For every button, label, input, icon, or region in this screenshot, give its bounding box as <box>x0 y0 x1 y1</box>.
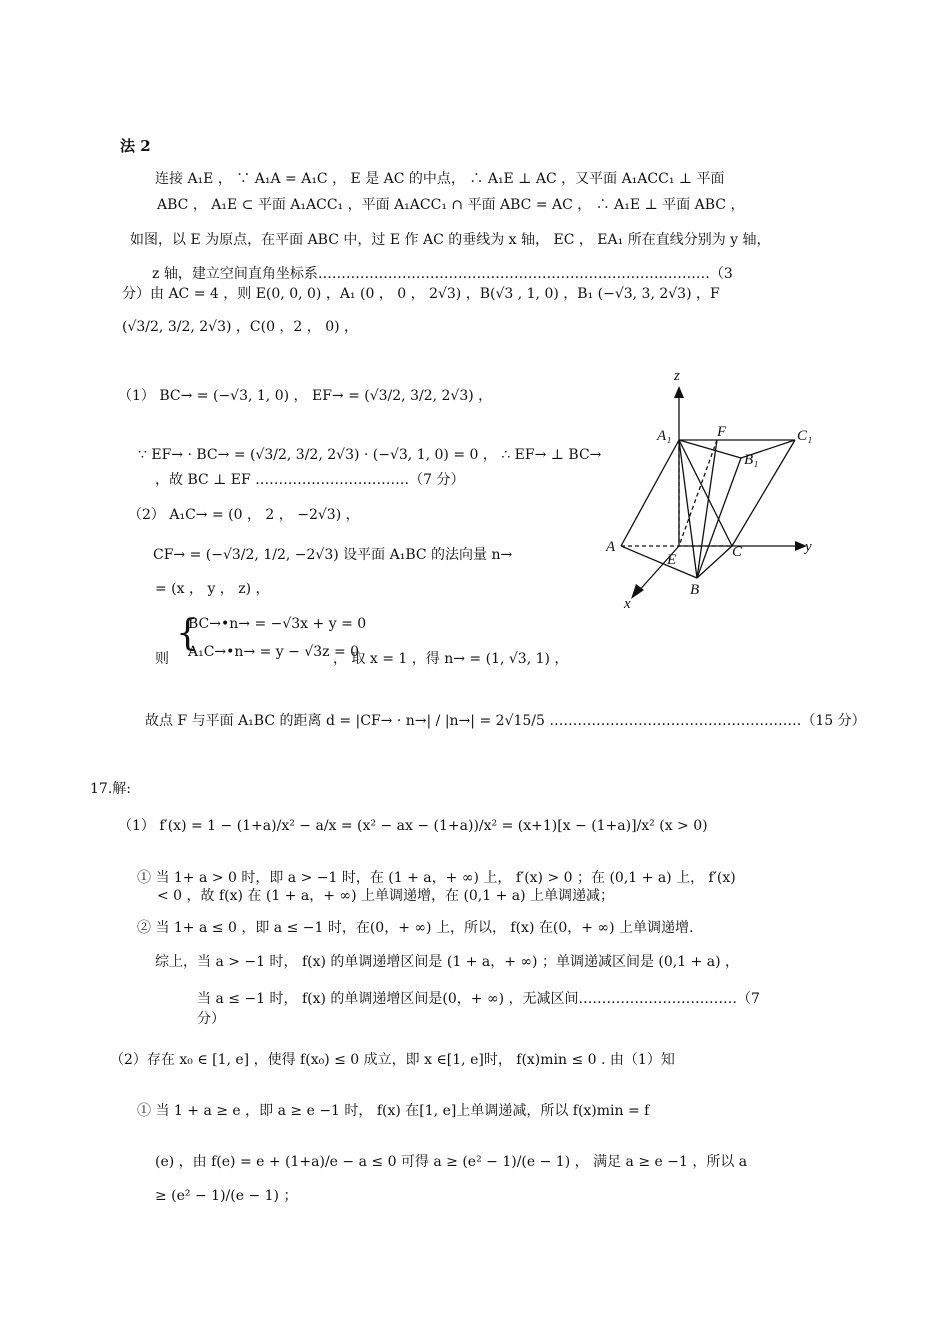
part2-then: 则 <box>155 651 169 667</box>
figure-label-b1: B₁ <box>744 452 759 468</box>
figure-label-f: F <box>717 424 727 440</box>
part1-vectors: （1） BC→ = (−√3, 1, 0) ， EF→ = (√3/2, 3/2, 2√3) ， <box>118 388 493 404</box>
summary-line-2: 当 a ≤ −1 时， f(x) 的单调递增区间是(0，+ ∞) ，无减区间.……………………………（7 <box>197 991 760 1007</box>
method2-line-5: 分）由 AC = 4 ，则 E(0, 0, 0) ，A₁ (0 ， 0 ， 2√3) ，B(√3 , 1, 0) ，B₁ (−√3, 3, 2√3) ，F <box>122 286 720 302</box>
summary-line-3: 分） <box>197 1011 225 1027</box>
part2-existence: （2）存在 x₀ ∈ [1, e] ，使得 f(x₀) ≤ 0 成立，即 x ∈[1, e]时， f(x)min ≤ 0 . 由（1）知 <box>110 1052 675 1068</box>
part2-case1-line-a: ① 当 1 + a ≥ e ，即 a ≥ e −1 时， f(x) 在[1, e]上单调递减，所以 f(x)min = f <box>137 1103 650 1119</box>
method2-line-6: (√3/2, 3/2, 2√3) ，C(0 ，2 ， 0) ， <box>122 319 359 335</box>
figure-label-b: B <box>690 582 700 598</box>
part2-case1-line-b: (e) ，由 f(e) = e + (1+a)/e − a ≤ 0 可得 a ≥ (e² − 1)/(e − 1) ， 满足 a ≥ e −1 ，所以 a <box>155 1154 748 1170</box>
figure-label-a1: A₁ <box>657 428 672 444</box>
method2-line-2: ABC ， A₁E ⊂ 平面 A₁ACC₁ ，平面 A₁ACC₁ ∩ 平面 ABC = AC ， ∴ A₁E ⊥ 平面 ABC ， <box>157 197 745 213</box>
method2-heading: 法 2 <box>120 137 151 155</box>
part2-case1-line-c: ≥ (e² − 1)/(e − 1) ； <box>155 1188 298 1204</box>
part2-normal: = (x ， y ， z) ， <box>155 581 270 597</box>
figure-label-y: y <box>805 539 812 555</box>
figure-label-e: E <box>667 552 677 568</box>
part2-distance: 故点 F 与平面 A₁BC 的距离 d = |CF→ · n→| / |n→| = 2√15/5 ………………………………………………（15 分） <box>145 713 866 729</box>
case2-line: ② 当 1+ a ≤ 0 ，即 a ≤ −1 时，在(0，+ ∞) 上，所以， f(x) 在(0，+ ∞) 上单调递增. <box>137 920 694 936</box>
figure-label-x: x <box>624 596 631 612</box>
part2-take-x: ， 取 x = 1 ，得 n→ = (1, √3, 1) ， <box>333 651 569 667</box>
case1-line-a: ① 当 1+ a > 0 时，即 a > −1 时，在 (1 + a，+ ∞) 上， f′(x) > 0 ；在 (0,1 + a) 上， f′(x) <box>137 870 736 886</box>
problem17-derivative: （1） f′(x) = 1 − (1+a)/x² − a/x = (x² − ax − (1+a))/x² = (x+1)[x − (1+a)]/x² (x > 0) <box>118 818 708 834</box>
method2-line-3: 如图，以 E 为原点，在平面 ABC 中，过 E 作 AC 的垂线为 x 轴， EC ， EA₁ 所在直线分别为 y 轴， <box>130 232 771 248</box>
part1-dot-product: ∵ EF→ · BC→ = (√3/2, 3/2, 2√3) · (−√3, 1, 0) = 0 ， ∴ EF→ ⊥ BC→ <box>138 447 602 463</box>
figure-label-z: z <box>674 368 680 384</box>
system-eq-1: BC→•n→ = −√3x + y = 0 <box>188 616 367 632</box>
prism-figure <box>600 368 820 618</box>
part2-a1c: （2） A₁C→ = (0 ， 2 ， −2√3) ， <box>128 507 360 523</box>
part1-conclusion: ，故 BC ⊥ EF ……………………………（7 分） <box>155 472 465 488</box>
figure-label-a: A <box>606 539 616 555</box>
method2-line-4: z 轴，建立空间直角坐标系…………………………………………………………………………（3 <box>152 266 733 282</box>
figure-label-c: C <box>732 544 743 560</box>
figure-label-c1: C₁ <box>797 428 813 444</box>
summary-line-1: 综上，当 a > −1 时， f(x) 的单调递增区间是 (1 + a，+ ∞) ；单调递减区间是 (0,1 + a) ， <box>155 954 740 970</box>
part2-cf: CF→ = (−√3/2, 1/2, −2√3) 设平面 A₁BC 的法向量 n→ <box>153 547 513 563</box>
case1-line-b: < 0 ，故 f(x) 在 (1 + a，+ ∞) 上单调递增，在 (0,1 + a) 上单调递减； <box>157 888 615 904</box>
method2-line-1: 连接 A₁E ， ∵ A₁A = A₁C ， E 是 AC 的中点， ∴ A₁E ⊥ AC ，又平面 A₁ACC₁ ⊥ 平面 <box>155 171 725 187</box>
system-eq-2: A₁C→•n→ = y − √3z = 0 <box>188 644 360 660</box>
system-brace: { <box>176 613 199 654</box>
problem17-heading: 17.解: <box>90 781 131 797</box>
